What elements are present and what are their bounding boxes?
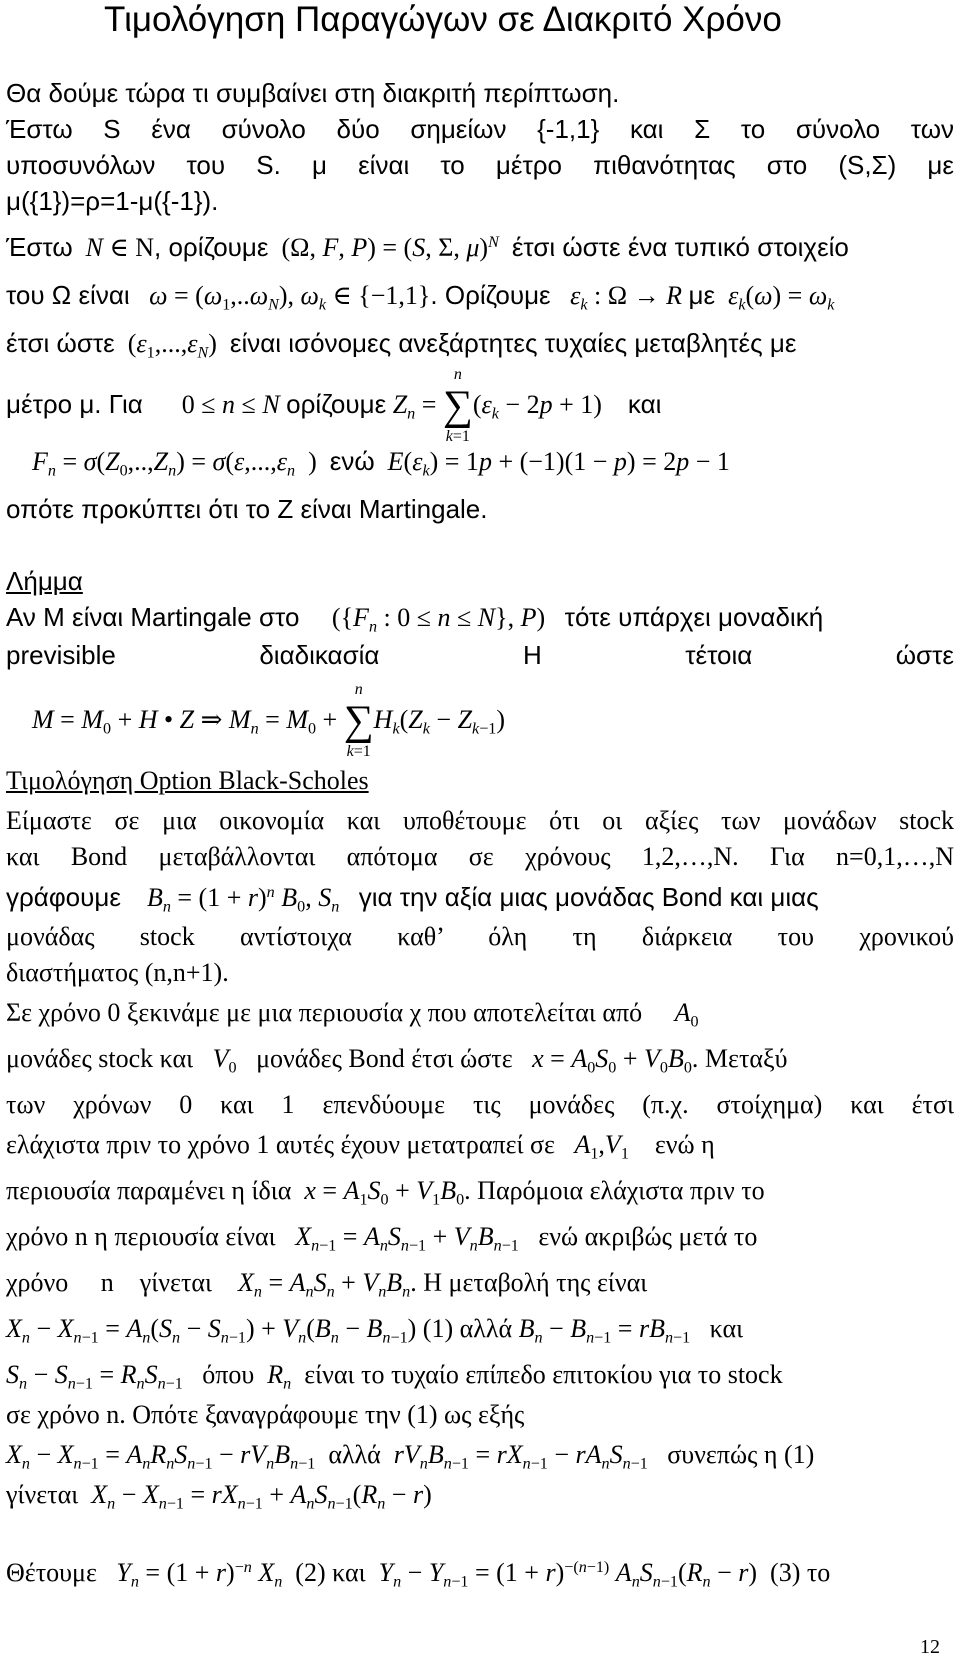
paragraph-line: οπότε προκύπτει ότι το Z είναι Martingale. [6,494,488,524]
text-run: (1) αλλά [422,1314,513,1343]
paragraph-line: Θέτουμε $Y_n = (1 + r)^{-n}$ $X_n$ (2) και $Y_n - Y_{n-1} = (1 + r)^{-(n-1)}$ $A_nS_{n-1}(R_n - r)$ (3) το [6,1558,831,1591]
summation-symbol: ∑ n k=1 [442,366,473,445]
text-run: έτσι ώστε ένα τυπικό στοιχείο [511,232,849,262]
paragraph-line: Είμαστε σε μια οικονομία και υποθέτουμε ότι οι αξίες των μονάδων stock [6,806,954,835]
paragraph-line: διαστήματος (n,n+1). [6,958,229,987]
text-run: . Μεταξύ [691,1044,788,1073]
text-run: ενώ η [654,1130,715,1159]
lemma-heading: Λήμμα [6,566,83,596]
text-run: ώστε [895,640,954,670]
text-run: συνεπώς η (1) [667,1440,815,1469]
text-run: n [100,1268,114,1297]
text-run: για την αξία μιας μονάδας Bond και μιας [358,882,819,912]
paragraph-line: των χρόνων 0 και 1 επενδύουμε τις μονάδες (π.χ. στοίχημα) και έτσι [6,1090,954,1119]
paragraph-line: Αν M είναι Martingale στο ({$F_n$ : 0 ≤ n ≤ N}, P) τότε υπάρχει μοναδική [6,602,824,636]
text-run: είναι ισόνομες ανεξάρτητες τυχαίες μεταβλητές με [229,328,797,358]
paragraph-line [6,640,954,671]
summation-symbol: ∑ n k=1 [343,681,374,760]
text-run: αλλά [328,1440,381,1469]
paragraph-line: Έστω N ∈ N, ορίζουμε (Ω, F, P) = (S, Σ, μ)$^N$ έτσι ώστε ένα τυπικό στοιχείο [6,232,849,262]
paragraph-line: Σε χρόνο 0 ξεκινάμε με μια περιουσία χ που αποτελείται από $A_0$ [6,998,699,1031]
text-run: είναι το τυχαίο επίπεδο επιτοκίου για το stock [304,1360,783,1389]
page-number: 12 [920,1636,940,1658]
text-run: του Ω είναι [6,280,130,310]
paragraph-line: χρόνο n γίνεται $X_n = A_nS_n + V_nB_n$. Η μεταβολή της είναι [6,1268,648,1301]
equation-line: $F_n = \sigma(Z_0,..,Z_n) = \sigma(\varepsilon,...,\varepsilon_n$ ) ενώ $E(\varepsilon_k) = 1p + (-1)(1 - p) = 2p - 1$ [32,446,730,480]
text-run: και [709,1314,744,1343]
text-run: ορίζουμε [286,389,387,419]
text-run: H [522,640,542,670]
text-run: τέτοια [685,640,753,670]
paragraph-line: ελάχιστα πριν το χρόνο 1 αυτές έχουν μετατραπεί σε $A_1,V_1$ ενώ η [6,1130,715,1163]
paragraph-line: $S_n - S_{n-1} = R_nS_{n-1}$ όπου $R_n$ είναι το τυχαίο επίπεδο επιτοκίου για το stock [6,1360,783,1393]
text-run: ενώ [329,446,375,476]
paragraph-line: και Bond μεταβάλλονται απότομα σε χρόνους 1,2,…,N. Για n=0,1,…,N [6,842,954,871]
text-run: (2) και [295,1558,366,1587]
section-heading: Τιμολόγηση Option Black-Scholes [6,766,369,795]
text-run: διαδικασία [259,640,380,670]
text-run: έτσι ώστε [6,328,115,358]
text-run: μονάδες stock και [6,1044,194,1073]
text-run: και [627,389,662,419]
text-run: μονάδες Bond έτσι ώστε [256,1044,513,1073]
equation-line: $M = M_0 + H$ • Z ⇒ $M_n = M_0$ + ∑ n k=1 $H_k(Z_k - Z_{k-1})$ [32,681,506,760]
text-run: γίνεται [6,1480,79,1509]
text-run: Έστω [6,232,73,262]
paragraph-line: υποσυνόλων του S. μ είναι το μέτρο πιθανότητας στο (S,Σ) με [6,150,954,180]
paragraph-line: χρόνο n η περιουσία είναι $X_{n-1} = A_nS_{n-1} + V_nB_{n-1}$ ενώ ακριβώς μετά το [6,1222,758,1255]
paragraph-line: έτσι ώστε $(\varepsilon_1,...,\varepsilon_N)$ είναι ισόνομες ανεξάρτητες τυχαίες μεταβλητές με [6,328,797,362]
text-run: Θέτουμε [6,1558,97,1587]
paragraph-line: μονάδες stock και $V_0$ μονάδες Bond έτσι ώστε $x = A_0S_0 + V_0B_0$. Μεταξύ [6,1044,788,1077]
paragraph-line: μονάδας stock αντίστοιχα καθ’ όλη τη διάρκεια του χρονικού [6,922,954,951]
paragraph-line: Θα δούμε τώρα τι συμβαίνει στη διακριτή περίπτωση. [6,78,620,108]
text-run: χρόνο n η περιουσία είναι [6,1222,276,1251]
paragraph-line: περιουσία παραμένει η ίδια $x = A_1S_0 + V_1B_0$. Παρόμοια ελάχιστα πριν το [6,1176,765,1209]
text-run: τότε υπάρχει μοναδική [564,602,824,632]
paragraph-line: σε χρόνο n. Οπότε ξαναγράφουμε την (1) ως εξής [6,1400,525,1429]
paragraph-line: $X_n - X_{n-1} = A_nR_nS_{n-1} - rV_nB_{n-1}$ αλλά $rV_nB_{n-1} = rX_{n-1} - rA_nS_{n-1}$ συνεπώς η (1) [6,1440,815,1473]
text-run: με [688,280,716,310]
text-run: (3) το [770,1558,831,1587]
text-run: Αν M είναι Martingale στο [6,602,300,632]
text-run: Σε χρόνο 0 ξεκινάμε με μια περιουσία χ που αποτελείται από [6,998,643,1027]
paragraph-line: του Ω είναι $\omega = (\omega_1,..\omega_N)$, $\omega_k$ ∈ {−1,1}. Ορίζουμε $\varepsilon_k$ : Ω → R με $\varepsilon_k(\omega) = \omega_k$ [6,280,835,314]
page-title: Τιμολόγηση Παραγώγων σε Διακριτό Χρόνο [104,0,782,39]
text-run: περιουσία παραμένει η ίδια [6,1176,292,1205]
text-run: previsible [6,640,116,670]
text-run: όπου [202,1360,255,1389]
text-run: . Ορίζουμε [430,280,551,310]
text-run: μέτρο μ. Για [6,389,143,419]
paragraph-line: $X_n - X_{n-1} = A_n(S_n - S_{n-1}) + V_n(B_n - B_{n-1})$ (1) αλλά $B_n - B_{n-1} = rB_{n-1}$ και [6,1314,744,1347]
text-run: . Παρόμοια ελάχιστα πριν το [464,1176,765,1205]
paragraph-line: γίνεται $X_n - X_{n-1} = rX_{n-1} + A_nS_{n-1}(R_n - r)$ [6,1480,432,1513]
text-run: ενώ ακριβώς μετά το [538,1222,758,1251]
text-run: χρόνο [6,1268,69,1297]
text-run: , ορίζουμε [154,232,269,262]
text-run: ελάχιστα πριν το χρόνο 1 αυτές έχουν μετατραπεί σε [6,1130,555,1159]
paragraph-line: μ({1})=ρ=1-μ({-1}). [6,186,219,216]
paragraph-line: γράφουμε $B_n = (1 + r)^n$ $B_0$, $S_n$ για την αξία μιας μονάδας Bond και μιας [6,882,819,916]
text-run: . Η μεταβολή της είναι [410,1268,648,1297]
text-run: γίνεται [139,1268,213,1297]
paragraph-line: μέτρο μ. Για 0 ≤ n ≤ N ορίζουμε $Z_n$ = ∑ n k=1 $(\varepsilon_k - 2p + 1)$ και [6,366,662,445]
paragraph-line: Έστω S ένα σύνολο δύο σημείων {-1,1} και Σ το σύνολο των [6,114,954,144]
text-run: γράφουμε [6,882,121,912]
